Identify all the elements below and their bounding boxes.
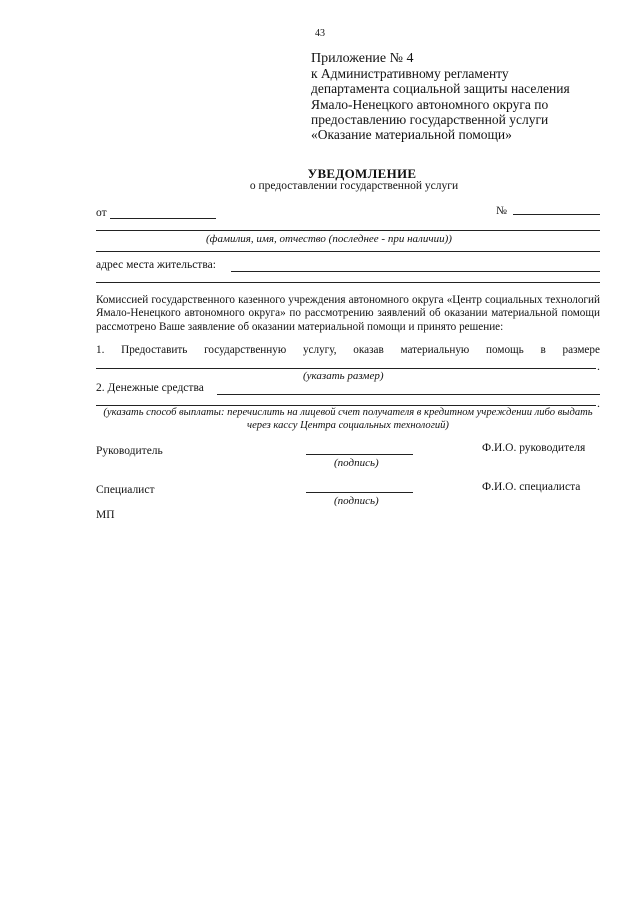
full-name-field[interactable] (96, 230, 600, 231)
appendix-line: к Административному регламенту (311, 66, 509, 82)
item1-word: оказав (353, 344, 384, 356)
payment-method-field[interactable] (217, 394, 600, 395)
specialist-signature-field[interactable] (306, 492, 413, 493)
item1-word: услугу, (302, 344, 337, 356)
full-name-field-line-2[interactable] (96, 251, 600, 252)
period-mark: . (597, 396, 600, 410)
item1-word: материальную (400, 344, 470, 356)
period-mark: . (597, 359, 600, 373)
appendix-title: Приложение № 4 (311, 51, 414, 66)
appendix-header (311, 51, 570, 142)
item1-word: в (540, 344, 546, 356)
appendix-line: предоставлению государственной услуги (311, 111, 549, 127)
head-name: Ф.И.О. руководителя (482, 442, 586, 454)
specialist-name: Ф.И.О. специалиста (482, 481, 581, 493)
signature-hint: (подпись) (334, 495, 379, 507)
appendix-line: департамента социальной защиты населения (311, 81, 570, 97)
item1-word: помощь (486, 344, 524, 356)
item1-word: государственную (204, 344, 287, 356)
address-label: адрес места жительства: (96, 259, 216, 271)
appendix-line: «Оказание материальной помощи» (311, 127, 512, 143)
notice-title: УВЕДОМЛЕНИЕ (307, 166, 417, 181)
amount-hint: (указать размер) (303, 370, 384, 382)
payment-hint: (указать способ выплаты: перечислить на лицевой счет получателя в кредитном учреждении либо выдать через кассу Центра социальных технологий) (103, 407, 593, 432)
date-field[interactable] (110, 218, 216, 219)
item2-label: 2. Денежные средства (96, 382, 204, 394)
signature-hint: (подпись) (334, 457, 379, 469)
item1-word: 1. (96, 344, 105, 356)
address-field[interactable] (231, 271, 600, 272)
item1-word: Предоставить (121, 344, 188, 356)
address-field-line-2[interactable] (96, 282, 600, 283)
number-label: № (496, 205, 507, 217)
from-label: от (96, 207, 107, 219)
head-label: Руководитель (96, 445, 163, 457)
decision-text: Комиссией государственного казенного учреждения автономного округа «Центр социальных технологий Ямало-Ненецкого автономного округа» по рассмотрению заявлений об оказании материальной помощи рассмотрено Ваше заявление об оказании материальной помощи и принято решение: (96, 294, 600, 333)
decision-item-1 (96, 344, 600, 356)
appendix-line: Ямало-Ненецкого автономного округа по (311, 96, 549, 112)
item1-word: размере (562, 344, 600, 356)
notice-subtitle: о предоставлении государственной услуги (249, 180, 459, 192)
seal-label: МП (96, 509, 115, 521)
amount-field[interactable] (96, 368, 596, 369)
number-field[interactable] (513, 214, 600, 215)
head-signature-field[interactable] (306, 454, 413, 455)
page-number: 43 (315, 28, 325, 39)
specialist-label: Специалист (96, 484, 155, 496)
name-hint: (фамилия, имя, отчество (последнее - при наличии)) (206, 233, 452, 245)
